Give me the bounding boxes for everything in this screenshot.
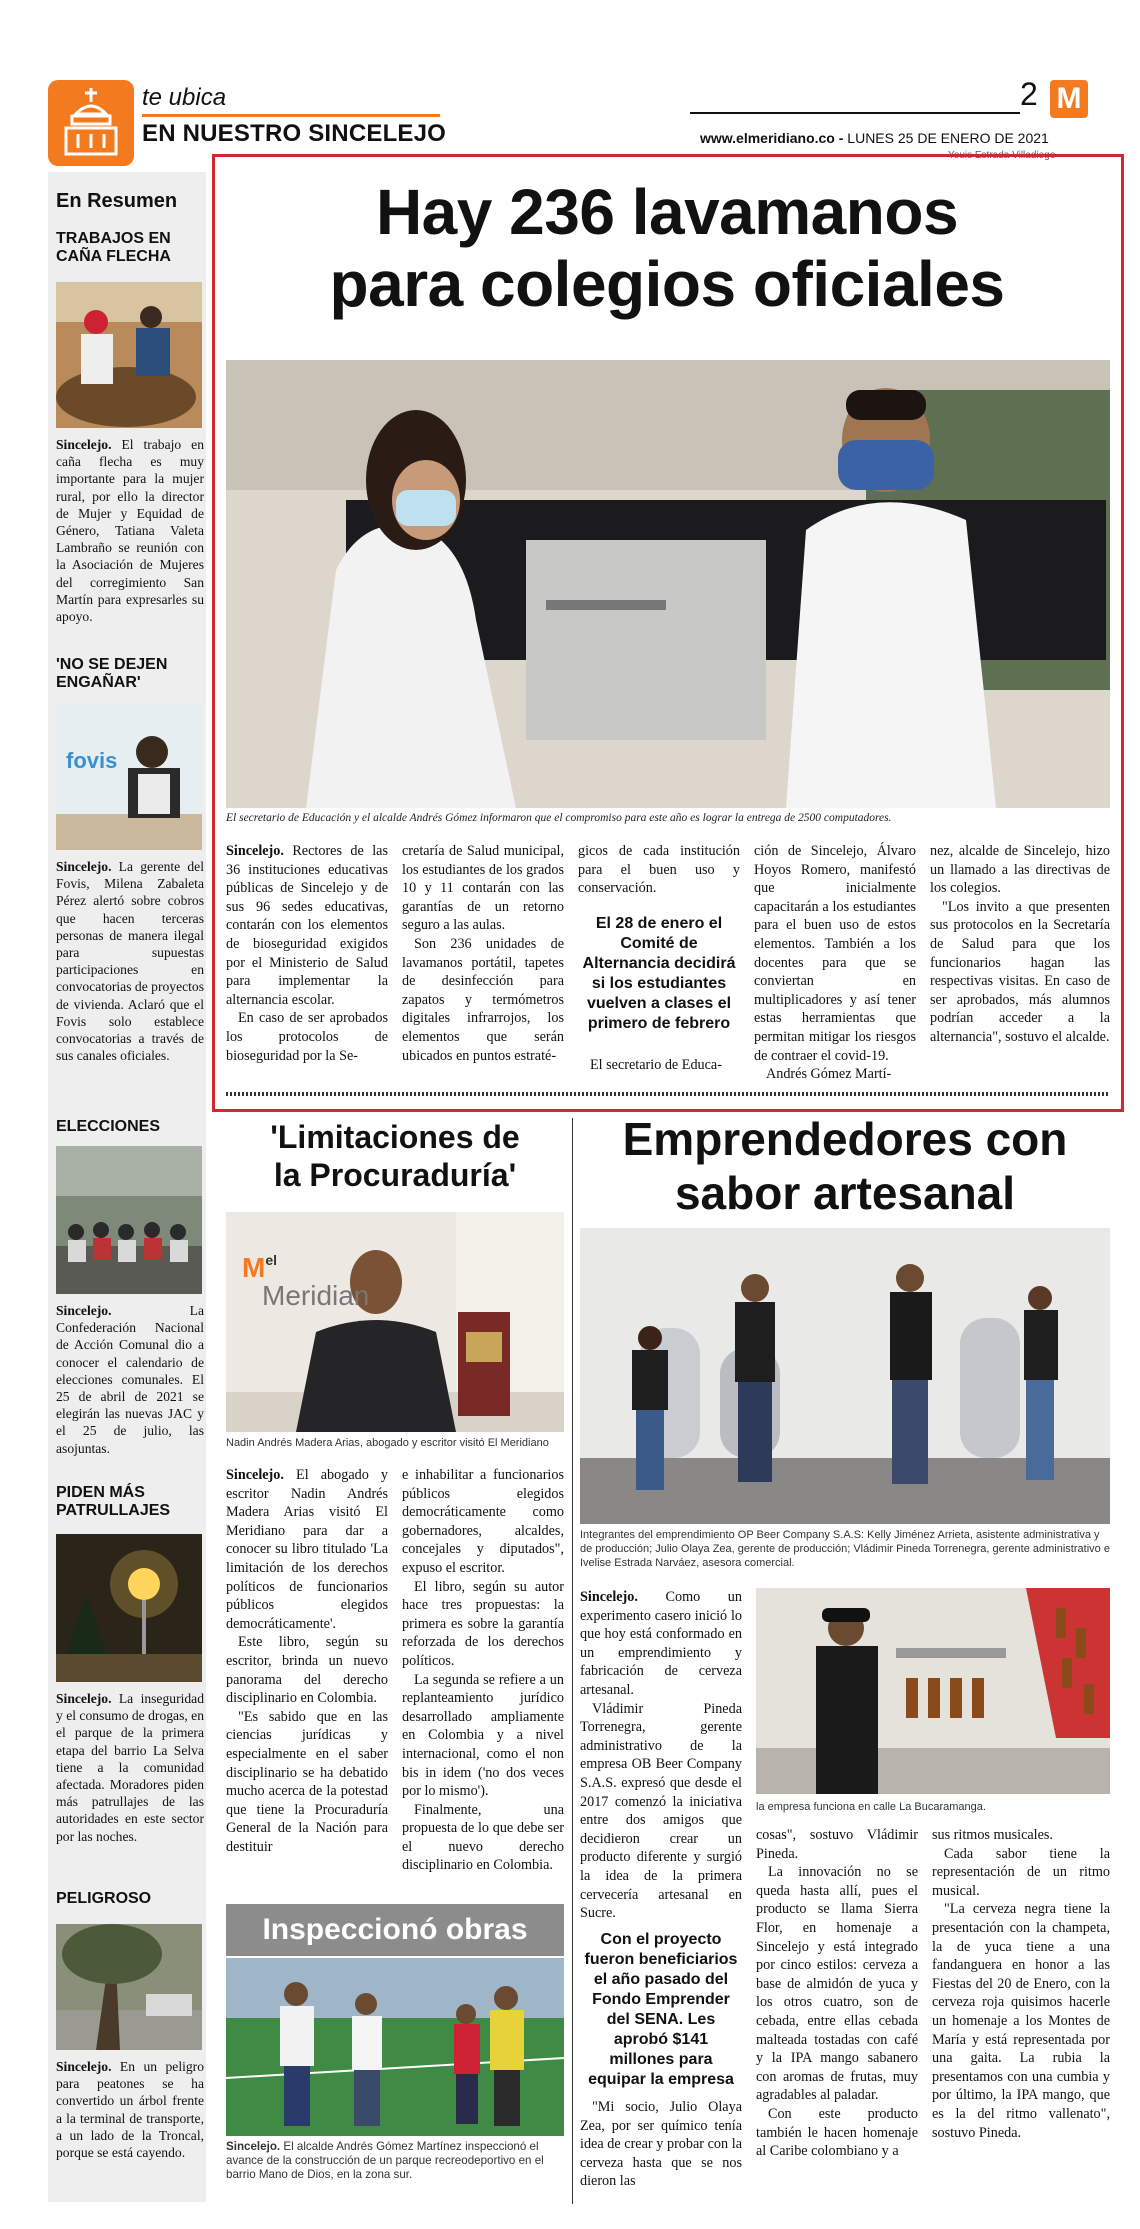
- emprendedores-col2-p2: La innovación no se queda hasta allí, pues el producto se llama Sierra Flor, en homenaje a Sincelejo y está integrado por cinco estilos: cerveza a base de almidón de yuca y los otros cuatro, son de cebada, entre ellas cebada malteada tostadas con café y la IPA mango sabanero con aromas de frutas, muy agradables al paladar.: [756, 1864, 918, 2104]
- sidebar-heading: PIDEN MÁS PATRULLAJES: [56, 1484, 171, 1519]
- sign-m: M: [242, 1252, 266, 1283]
- emprendedores-col1-text: Como un experimento casero inició lo que hoy está conformado en un emprendimiento y fabricación de cerveza artesanal.: [580, 1589, 742, 1698]
- inspecciono-headline: Inspeccionó obras: [226, 1904, 564, 1956]
- section-title: EN NUESTRO SINCELEJO: [142, 120, 447, 147]
- emprendedores-photo-caption: Integrantes del emprendimiento OP Beer Company S.A.S: Kelly Jiménez Arrieta, asistente administrativa y de producción; Julio Olaya Zea, gerente de producción; Vládimir Pineda Torrenegra, gerente administrativo e Ivelise Estrada Narváez, asesora comercial.: [580, 1529, 1110, 1569]
- sidebar-text: [56, 436, 204, 625]
- emprendedores-col3-p3: "La cerveza negra tiene la presentación con la champeta, la de yuca tiene a una fandanguera en honor a las Fiestas del 20 de Enero, con la cerveza roja quisimos hacerle un homenaje a los Montes de María y está representada por una gaita. La rubia la presentamos con una cumbia y por último, la IPA mango, que es la del ritmo vallenato", sostuvo Pineda.: [932, 1901, 1110, 2141]
- night-park-illustration: [56, 1534, 202, 1682]
- emprendedores-col-1: [580, 1588, 742, 1923]
- main-col-5: [930, 842, 1110, 1047]
- sidebar-text: [56, 2058, 204, 2161]
- section-logo: [48, 80, 134, 166]
- main-col2-p1: cretaría de Salud municipal, los estudiantes de los grados 10 y 11 contarán con las garantías de un retorno seguro a las aulas.: [402, 843, 564, 934]
- page-number: 2: [1020, 76, 1038, 112]
- brewery-photo-caption: la empresa funciona en calle La Bucaramanga.: [756, 1801, 986, 1813]
- main-pull-quote: El 28 de enero el Comité de Alternancia decidirá si los estudiantes vuelven a clases el primero de febrero: [582, 915, 736, 1032]
- sidebar-lead: Sincelejo.: [56, 1691, 112, 1706]
- main-col5-p1: nez, alcalde de Sincelejo, hizo un llamado a las directivas de los colegios.: [930, 843, 1110, 897]
- main-col4-p2: Andrés Gómez Martí-: [766, 1066, 892, 1083]
- lavamanos-photo-illustration: [226, 360, 1110, 808]
- sidebar-lead: Sincelejo.: [56, 437, 112, 452]
- column-divider: [572, 1118, 573, 2204]
- site-url: www.elmeridiano.co -: [700, 130, 844, 146]
- procuraduria-col2-p4: Finalmente, una propuesta de lo que debe ser el nuevo derecho disciplinario en Colombia.: [402, 1801, 564, 1874]
- sidebar-heading: ELECCIONES: [56, 1118, 161, 1135]
- procuraduria-caption: Nadin Andrés Madera Arias, abogado y escritor visitó El Meridiano: [226, 1437, 549, 1449]
- brewery-photo: [756, 1588, 1110, 1794]
- fovis-sign: fovis: [66, 748, 118, 773]
- procuraduria-photo: [226, 1212, 564, 1432]
- procuraduria-col1-p2: Este libro, según su escritor, brinda un nuevo panorama del derecho disciplinario en Colombia.: [226, 1634, 388, 1707]
- sidebar-text: [56, 1690, 204, 1845]
- main-lead: Sincelejo.: [226, 843, 284, 859]
- emprendedores-col1-p2: Vládimir Pineda Torrenegra, gerente administrativo de la empresa OB Beer Company S.A.S. expresó que desde el 2017 comenzó la iniciativa entre dos amigos que decidieron crear un producto diferente y surgió la idea de la primera cervecería artesanal en Sucre.: [580, 1700, 742, 1922]
- bottling-illustration: [756, 1588, 1110, 1794]
- church-icon: [48, 80, 134, 166]
- meeting-illustration: [56, 1146, 202, 1294]
- procuraduria-col-2: [402, 1466, 564, 1875]
- sidebar-body: La Confederación Nacional de Acción Comunal dio a conocer el calendario de elecciones comunales. El 25 de abril de 2021 se elegirán las nuevas JAC y el 25 de julio, las asojuntas.: [56, 1303, 204, 1456]
- main-story-bottom-rule: [226, 1092, 1110, 1096]
- procuraduria-headline: [226, 1118, 564, 1194]
- main-col-4: [754, 842, 916, 1084]
- sidebar-title: En Resumen: [56, 190, 178, 212]
- main-col3-p1: gicos de cada institución para el buen uso y conservación.: [578, 843, 740, 897]
- main-headline-line2: para colegios oficiales: [329, 248, 1005, 320]
- issue-date: LUNES 25 DE ENERO DE 2021: [847, 130, 1049, 146]
- procuraduria-col1-text: El abogado y escritor Nadin Andrés Madera Arias visitó El Meridiano para dar a conocer su libro titulado 'La limitación de los derechos políticos de funcionarios públicos elegidos democráticamente'.: [226, 1467, 388, 1632]
- sidebar-heading: TRABAJOS EN CAÑA FLECHA: [56, 230, 171, 265]
- emprendedores-col1-p3: "Mi socio, Julio Olaya Zea, por ser químico tenía idea de crear y probar con la cerveza hasta que se nos dieron las: [580, 2099, 742, 2190]
- main-col3-p2: El secretario de Educa-: [590, 1057, 722, 1073]
- main-col1-text: Rectores de las 36 instituciones educativas públicas de Sincelejo y de sus 96 sedes educativas, contarán con los elementos de bioseguridad exigidos por el Ministerio de Salud para implementar la alternancia escolar.: [226, 843, 388, 1008]
- inspecciono-lead: Sincelejo.: [226, 2140, 281, 2153]
- sidebar-text: [56, 1302, 204, 1457]
- author-photo-illustration: [226, 1212, 564, 1432]
- procuraduria-col2-p1: e inhabilitar a funcionarios públicos elegidos democráticamente como gobernadores, alcaldes, concejales y diputados", expuso el escritor.: [402, 1467, 564, 1576]
- sidebar-body: El trabajo en caña flecha es muy importante para la mujer rural, por ello la director de Mujer y Equidad de Género, Tatiana Valeta Lambraño se reunión con la Asociación de Mujeres del corregimiento San Martín para expresarles su apoyo.: [56, 437, 204, 625]
- peligroso-photo: [56, 1924, 202, 2050]
- procuraduria-headline-line1: 'Limitaciones de: [270, 1119, 520, 1155]
- procuraduria-col2-p3: La segunda se refiere a un replanteamiento jurídico desarrollado ampliamente en Colombia y a nivel internacional, como el non bis in idem ('no dos veces por lo mismo').: [402, 1671, 564, 1800]
- main-col2-p2: Son 236 unidades de lavamanos portátil, tapetes de desinfección para zapatos y termómetros digitales infrarrojos, los elementos que serán ubicados en puntos estraté-: [402, 935, 564, 1064]
- emprendedores-headline-line1: Emprendedores con: [622, 1113, 1068, 1165]
- sidebar-body: En un peligro para peatones se ha convertido un árbol frente a la terminal de transporte, a un lado de la Troncal, porque se está cayendo.: [56, 2059, 204, 2161]
- procuraduria-col1-p3: "Es sabido que en las ciencias jurídicas y especialmente en el saber disciplinario se ha debatido mucho acerca de la potestad que tiene la Procuraduría General de la Nación para destituir: [226, 1708, 388, 1855]
- emprendedores-photo: [580, 1228, 1110, 1524]
- sidebar-text: [56, 858, 204, 1064]
- meridiano-sign-word: Meridian: [262, 1280, 370, 1311]
- emprendedores-pull-quote: Con el proyecto fueron beneficiarios el año pasado del Fondo Emprender del SENA. Les aprobó $141 millones para equipar la empresa: [584, 1931, 738, 2088]
- main-col4-p1: ción de Sincelejo, Álvaro Hoyos Romero, manifestó que inicialmente capacitarán a los estudiantes para el buen uso de estos elementos. También a los docentes para que se conviertan en multiplicadores y así tener estas herramientas que permitan mitigar los riesgos de contraer el covid-19.: [754, 843, 916, 1064]
- emprendedores-col-3: [932, 1826, 1110, 2142]
- sidebar-body: La gerente del Fovis, Milena Zabaleta Pérez alertó sobre cobros que hacen terceras personas de manera ilegal para supuestas participaciones en convocatorias de proyectos de vivienda. Aclaró que el Fovis solo establece convocatorias a través de sus canales oficiales.: [56, 859, 204, 1064]
- sign-el: el: [265, 1252, 278, 1268]
- procuraduria-col2-p2: El libro, según su autor hace tres propuestas: la primera es sobre la garantía reforzada de los derechos políticos.: [402, 1578, 564, 1669]
- header-right-rule: [690, 112, 1020, 114]
- sidebar-body: La inseguridad y el consumo de drogas, en el parque de la primera etapa del barrio La Selva tiene a la comunidad afectada. Moradores piden más patrullajes de las autoridades en este sector por las noches.: [56, 1691, 204, 1844]
- main-col-2: [402, 842, 564, 1065]
- brewery-team-illustration: [580, 1228, 1110, 1524]
- emprendedores-headline: [580, 1112, 1110, 1220]
- site-date-line: [700, 130, 1049, 146]
- emprendedores-col3-p2: Cada sabor tiene la representación de un ritmo musical.: [932, 1845, 1110, 1899]
- inspecciono-caption-text: El alcalde Andrés Gómez Martínez inspeccionó el avance de la construcción de un parque recreodeportivo en el barrio Mano de Dios, en la zona sur.: [226, 2140, 544, 2181]
- weaving-photo-illustration: [56, 282, 202, 428]
- sidebar-lead: Sincelejo.: [56, 2059, 112, 2074]
- procuraduria-col-1: [226, 1466, 388, 1856]
- inspecciono-caption: [226, 2140, 564, 2182]
- sidebar-heading: PELIGROSO: [56, 1890, 152, 1907]
- emprendedores-lead: Sincelejo.: [580, 1589, 638, 1605]
- sidebar-lead: Sincelejo.: [56, 859, 112, 874]
- main-col5-p2: "Los invito a que presenten sus protocolos en la Secretaría de Salud para que los funcionarios hagan las respectivas visitas. En caso de ser aprobados, más alumnos podrían acceder a la alternancia", sostuvo el alcalde.: [930, 898, 1110, 1045]
- emprendedores-col3-p1: sus ritmos musicales.: [932, 1827, 1053, 1843]
- main-headline: [222, 176, 1112, 320]
- main-photo: [226, 360, 1110, 808]
- te-ubica-label: te ubica: [142, 84, 227, 111]
- emprendedores-col2-p1: cosas", sostuvo Vládimir Pineda.: [756, 1827, 918, 1862]
- emprendedores-col2-p3: Con este producto también le hacen homenaje al Caribe colombiano y a: [756, 2105, 918, 2160]
- tree-illustration: [56, 1924, 202, 2050]
- fovis-photo: [56, 704, 202, 850]
- procuraduria-headline-line2: la Procuraduría': [273, 1157, 517, 1193]
- brand-logo: M: [1050, 80, 1088, 118]
- header-rule: [142, 114, 440, 117]
- elecciones-photo: [56, 1146, 202, 1294]
- main-photo-caption: El secretario de Educación y el alcalde Andrés Gómez informaron que el compromiso para este año es lograr la entrega de 2500 computadores.: [226, 812, 892, 824]
- main-col-3: [578, 842, 740, 898]
- patrullajes-photo: [56, 1534, 202, 1682]
- procuraduria-lead: Sincelejo.: [226, 1467, 284, 1483]
- sidebar-lead: Sincelejo.: [56, 1303, 112, 1318]
- photo-credit: Yeuis Estrada Villadiego: [948, 150, 1056, 161]
- fovis-office-illustration: [56, 704, 202, 850]
- main-col1-p2: En caso de ser aprobados los protocolos de bioseguridad por la Se-: [226, 1010, 388, 1064]
- main-headline-line1: Hay 236 lavamanos: [375, 176, 959, 248]
- emprendedores-col-2: [756, 1826, 918, 2161]
- sidebar-heading: 'NO SE DEJEN ENGAÑAR': [56, 656, 168, 691]
- main-col-1: [226, 842, 388, 1065]
- inspecciono-photo: [226, 1958, 564, 2136]
- caña-flecha-photo: [56, 282, 202, 428]
- park-inspection-illustration: [226, 1958, 564, 2136]
- emprendedores-headline-line2: sabor artesanal: [674, 1167, 1016, 1219]
